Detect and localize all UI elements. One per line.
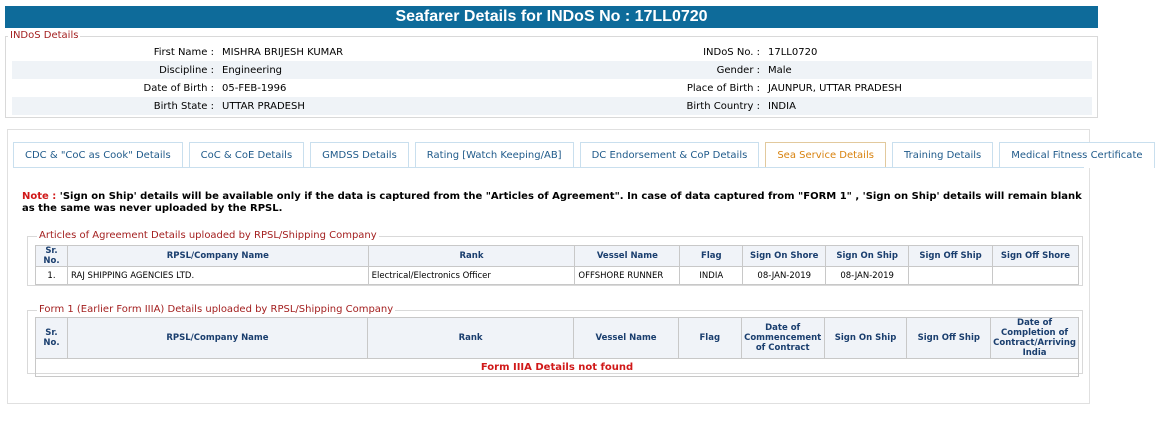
indos-details-panel: [5, 30, 1098, 118]
dob-value: 05-FEB-1996: [222, 82, 287, 94]
birth-country-value: INDIA: [764, 97, 1092, 115]
form1-legend: Form 1 (Earlier Form IIIA) Details uploaded by RPSL/Shipping Company: [39, 304, 394, 315]
indos-row: [12, 43, 1092, 61]
col-header-rank: Rank: [368, 246, 575, 267]
tab-dc-endorsement-details[interactable]: DC Endorsement & CoP Details: [580, 142, 760, 168]
col-header-sign-on-ship: Sign On Ship: [824, 318, 907, 359]
cell-flag: INDIA: [680, 267, 743, 285]
col-header-completion-date: Date of Completion of Contract/Arriving India: [991, 318, 1079, 359]
col-header-sign-off-shore: Sign Off Shore: [993, 246, 1079, 267]
note-text: 'Sign on Ship' details will be available only if the data is captured from the "Articles of Agreement". In case of data captured from "FORM 1" , 'Sign on Ship' details will remain blank as the same was never uploaded by the RPSL.: [22, 191, 1082, 214]
cell-sr-no: 1.: [36, 267, 68, 285]
first-name-label: First Name :: [153, 46, 214, 58]
cell-vessel-name: OFFSHORE RUNNER: [575, 267, 680, 285]
birth-country-label: Birth Country :: [554, 97, 764, 115]
dob-label: Date of Birth :: [143, 82, 214, 94]
tab-training-details[interactable]: Training Details: [892, 142, 993, 168]
col-header-flag: Flag: [678, 318, 741, 359]
empty-row: [36, 359, 1079, 377]
sign-on-ship-note: [22, 191, 1082, 215]
gender-label: Gender :: [554, 61, 764, 79]
tab-medical-fitness-certificate[interactable]: Medical Fitness Certificate: [999, 142, 1154, 168]
col-header-sr-no: Sr. No.: [36, 246, 68, 267]
col-header-rank: Rank: [367, 318, 573, 359]
articles-of-agreement-panel: [27, 230, 1083, 286]
form1-table: [35, 317, 1079, 377]
indos-row: [12, 97, 1092, 115]
form1-panel: [27, 304, 1083, 374]
col-header-company-name: RPSL/Company Name: [67, 318, 367, 359]
place-of-birth-label: Place of Birth :: [686, 82, 760, 94]
cell-sign-off-ship: [909, 267, 993, 285]
note-label: Note :: [22, 191, 57, 202]
table-header-row: [36, 318, 1079, 359]
discipline-value: Engineering: [218, 61, 554, 79]
col-header-vessel-name: Vessel Name: [574, 318, 679, 359]
cell-sign-on-ship: 08-JAN-2019: [826, 267, 909, 285]
col-header-commencement-date: Date of Commencement of Contract: [741, 318, 824, 359]
table-row: [36, 267, 1079, 285]
indos-details-legend: INDoS Details: [10, 30, 79, 41]
cell-sign-on-shore: 08-JAN-2019: [743, 267, 826, 285]
col-header-sign-off-ship: Sign Off Ship: [909, 246, 993, 267]
first-name-value: MISHRA BRIJESH KUMAR: [222, 46, 344, 58]
indos-row: [12, 79, 1092, 97]
tab-coc-coe-details[interactable]: CoC & CoE Details: [189, 142, 305, 168]
tab-gmdss-details[interactable]: GMDSS Details: [310, 142, 409, 168]
col-header-sign-on-ship: Sign On Ship: [826, 246, 909, 267]
col-header-sign-on-shore: Sign On Shore: [743, 246, 826, 267]
tab-divider: [13, 167, 1084, 168]
cell-company-name: RAJ SHIPPING AGENCIES LTD.: [67, 267, 368, 285]
col-header-sign-off-ship: Sign Off Ship: [907, 318, 991, 359]
tab-strip: [13, 142, 1161, 168]
col-header-flag: Flag: [680, 246, 743, 267]
col-header-company-name: RPSL/Company Name: [67, 246, 368, 267]
discipline-label: Discipline :: [12, 61, 218, 79]
articles-of-agreement-legend: Articles of Agreement Details uploaded by RPSL/Shipping Company: [39, 230, 377, 241]
details-tab-panel: [7, 129, 1143, 404]
place-of-birth-value: JAUNPUR, UTTAR PRADESH: [768, 82, 902, 94]
indos-row: [12, 61, 1092, 79]
birth-state-value: UTTAR PRADESH: [218, 97, 554, 115]
indos-no-value: 17LL0720: [768, 46, 818, 58]
birth-state-label: Birth State :: [12, 97, 218, 115]
table-header-row: [36, 246, 1079, 267]
tab-cdc-details[interactable]: CDC & "CoC as Cook" Details: [13, 142, 183, 168]
form1-not-found-message: Form IIIA Details not found: [36, 359, 1079, 377]
gender-value: Male: [764, 61, 1092, 79]
indos-details-table: [12, 43, 1092, 115]
col-header-sr-no: Sr. No.: [36, 318, 68, 359]
tab-rating-details[interactable]: Rating [Watch Keeping/AB]: [415, 142, 574, 168]
tab-sea-service-details[interactable]: Sea Service Details: [765, 142, 886, 168]
articles-of-agreement-table: [35, 245, 1079, 285]
cell-sign-off-shore: [993, 267, 1079, 285]
indos-no-label: INDoS No. :: [703, 46, 760, 58]
cell-rank: Electrical/Electronics Officer: [368, 267, 575, 285]
col-header-vessel-name: Vessel Name: [575, 246, 680, 267]
page-title: Seafarer Details for INDoS No : 17LL0720: [5, 6, 1098, 28]
